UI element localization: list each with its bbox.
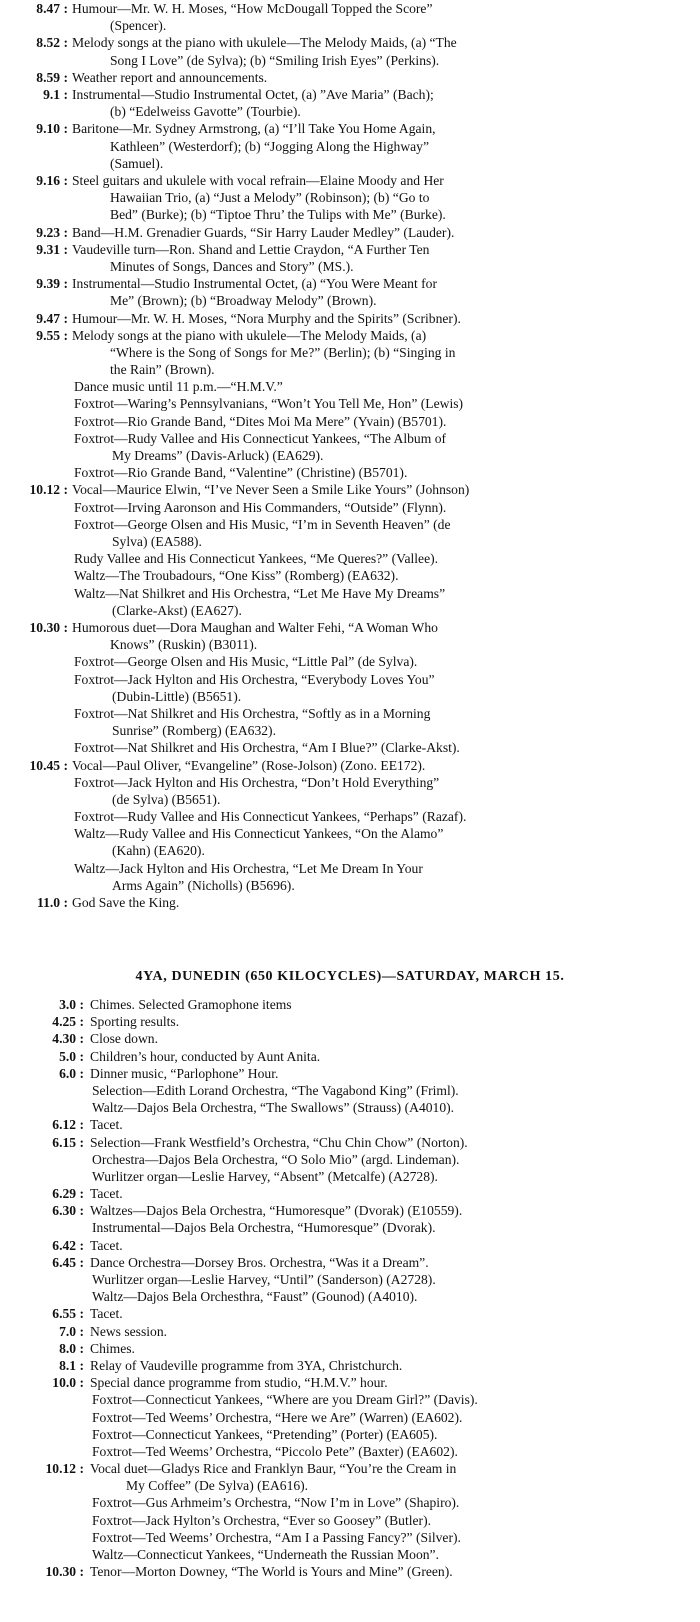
entry-subitem — [92, 1426, 437, 1443]
entry-text — [72, 224, 454, 241]
entry-line: Instrumental—Studio Instrumental Octet, (a) “You Were Meant for — [72, 276, 437, 292]
entry-line: Vaudeville turn—Ron. Shand and Lettie Craydon, “A Further Ten — [72, 241, 430, 257]
programme-entry — [0, 1030, 700, 1047]
entry-subitem — [92, 1099, 454, 1116]
entry-line: Waltz—Nat Shilkret and His Orchestra, “Let Me Have My Dreams” — [74, 585, 446, 601]
entry-text — [90, 1254, 429, 1271]
entry-text — [72, 757, 425, 774]
entry-line: Chimes. Selected Gramophone items — [90, 997, 292, 1012]
entry-line: God Save the King. — [72, 895, 180, 911]
programme-entry — [0, 774, 700, 808]
entry-line: Foxtrot—Jack Hylton’s Orchestra, “Ever so Goosey” (Butler). — [92, 1512, 432, 1528]
entry-subitem — [92, 1546, 439, 1563]
entry-time: 6.0 : — [59, 1065, 84, 1081]
entry-text — [90, 1323, 167, 1340]
programme-entry — [0, 1134, 700, 1151]
entry-line: Dance music until 11 p.m.—“H.M.V.” — [74, 379, 283, 395]
entry-line: Foxtrot—Nat Shilkret and His Orchestra, “Am I Blue?” (Clarke-Akst). — [74, 740, 460, 756]
entry-time: 3.0 : — [59, 997, 84, 1012]
entry-subitem — [92, 1168, 438, 1185]
entry-text — [72, 894, 179, 911]
programme-entry — [0, 1151, 700, 1168]
entry-line: Close down. — [90, 1031, 158, 1047]
entry-text — [72, 0, 433, 34]
entry-line: Foxtrot—Jack Hylton and His Orchestra, “Everybody Loves You” — [74, 671, 435, 687]
entry-line: Steel guitars and ukulele with vocal refrain—Elaine Moody and Her — [72, 172, 444, 188]
programme-entry — [0, 34, 700, 68]
programme-entry — [0, 1391, 700, 1408]
entry-line: Foxtrot—Ted Weems’ Orchestra, “Piccolo Pete” (Baxter) (EA602). — [92, 1443, 458, 1459]
programme-entry — [0, 894, 700, 911]
programme-entry — [0, 860, 700, 894]
entry-text — [90, 1048, 320, 1065]
entry-line: My Dreams” (Davis-Arluck) (EA629). — [112, 448, 324, 464]
programme-entry — [0, 69, 700, 86]
entry-text — [90, 996, 292, 1013]
programme-entry — [0, 1116, 700, 1133]
entry-subitem — [74, 395, 463, 412]
programme-entry — [0, 1185, 700, 1202]
entry-time: 10.30 : — [45, 1564, 84, 1580]
entry-line: Foxtrot—Ted Weems’ Orchestra, “Am I a Passing Fancy?” (Silver). — [92, 1529, 461, 1545]
entry-time: 6.55 : — [52, 1306, 84, 1322]
programme-entry — [0, 395, 700, 412]
entry-line: Vocal—Maurice Elwin, “I’ve Never Seen a Smile Like Yours” (Johnson) — [72, 482, 470, 498]
entry-time: 9.55 : — [36, 327, 68, 343]
entry-line: Selection—Frank Westfield’s Orchestra, “Chu Chin Chow” (Norton). — [90, 1134, 468, 1150]
entry-subitem — [74, 567, 398, 584]
entry-line: Foxtrot—Ted Weems’ Orchestra, “Here we Are” (Warren) (EA602). — [92, 1409, 463, 1425]
programme-entry — [0, 499, 700, 516]
programme-entry — [0, 705, 700, 739]
entry-line: Rudy Vallee and His Connecticut Yankees, “Me Queres?” (Vallee). — [74, 551, 439, 567]
entry-line: Bed” (Burke); (b) “Tiptoe Thru’ the Tulips with Me” (Burke). — [110, 207, 446, 223]
programme-entry — [0, 1529, 700, 1546]
entry-line: Foxtrot—Jack Hylton and His Orchestra, “Don’t Hold Everything” — [74, 774, 440, 790]
programme-entry — [0, 1546, 700, 1563]
entry-line: Dinner music, “Parlophone” Hour. — [90, 1065, 279, 1081]
entry-subitem — [74, 774, 439, 808]
entry-text — [72, 275, 437, 309]
entry-subitem — [92, 1151, 459, 1168]
programme-section-2 — [0, 996, 700, 1580]
entry-line: the Rain” (Brown). — [110, 362, 215, 378]
entry-text — [90, 1305, 123, 1322]
programme-entry — [0, 567, 700, 584]
entry-text — [90, 1185, 123, 1202]
entry-subitem — [92, 1391, 478, 1408]
entry-subitem — [74, 413, 446, 430]
entry-line: Waltz—Dajos Bela Orchestra, “The Swallows” (Strauss) (A4010). — [92, 1100, 455, 1116]
entry-line: Waltzes—Dajos Bela Orchestra, “Humoresque” (Dvorak) (E10559). — [90, 1203, 463, 1219]
programme-entry — [0, 1202, 700, 1219]
programme-entry — [0, 1305, 700, 1322]
entry-subitem — [74, 378, 283, 395]
entry-line: Humour—Mr. W. H. Moses, “Nora Murphy and the Spirits” (Scribner). — [72, 310, 461, 326]
entry-line: Selection—Edith Lorand Orchestra, “The Vagabond King” (Friml). — [92, 1082, 459, 1098]
programme-entry — [0, 172, 700, 224]
entry-time: 9.16 : — [36, 172, 68, 188]
entry-text — [90, 1030, 158, 1047]
entry-subitem — [74, 671, 435, 705]
entry-subitem — [92, 1529, 461, 1546]
entry-time: 7.0 : — [59, 1323, 84, 1339]
entry-line: Melody songs at the piano with ukulele—The Melody Maids, (a) — [72, 327, 427, 343]
programme-entry — [0, 0, 700, 34]
entry-subitem — [92, 1271, 436, 1288]
programme-entry — [0, 1099, 700, 1116]
programme-entry — [0, 996, 700, 1013]
entry-line: Foxtrot—Connecticut Yankees, “Pretending” (Porter) (EA605). — [92, 1426, 438, 1442]
entry-line: Tacet. — [90, 1186, 123, 1202]
programme-entry — [0, 808, 700, 825]
entry-subitem — [92, 1512, 431, 1529]
programme-entry — [0, 1168, 700, 1185]
entry-time: 9.31 : — [36, 241, 68, 257]
entry-line: Tacet. — [90, 1306, 123, 1322]
entry-time: 8.59 : — [36, 69, 68, 85]
entry-time: 9.1 : — [43, 86, 68, 102]
programme-entry — [0, 1512, 700, 1529]
programme-entry — [0, 327, 700, 379]
entry-text — [72, 120, 436, 172]
entry-line: Waltz—Rudy Vallee and His Connecticut Yankees, “On the Alamo” — [74, 826, 444, 842]
entry-subitem — [74, 430, 446, 464]
entry-time: 9.23 : — [36, 224, 68, 240]
entry-line: Humour—Mr. W. H. Moses, “How McDougall Topped the Score” — [72, 1, 433, 16]
entry-text — [72, 34, 457, 68]
entry-text — [72, 241, 429, 275]
entry-line: Tacet. — [90, 1117, 123, 1133]
entry-line: Knows” (Ruskin) (B3011). — [110, 637, 258, 653]
entry-line: Foxtrot—Gus Arhmeim’s Orchestra, “Now I’m in Love” (Shapiro). — [92, 1495, 460, 1511]
entry-line: Foxtrot—Rudy Vallee and His Connecticut Yankees, “Perhaps” (Razaf). — [74, 809, 467, 825]
entry-line: Chimes. — [90, 1340, 135, 1356]
entry-line: Children’s hour, conducted by Aunt Anita. — [90, 1048, 321, 1064]
programme-entry — [0, 1443, 700, 1460]
entry-subitem — [74, 860, 423, 894]
programme-entry — [0, 550, 700, 567]
entry-line: Humorous duet—Dora Maughan and Walter Fehi, “A Woman Who — [72, 619, 438, 635]
programme-entry — [0, 1409, 700, 1426]
entry-line: Foxtrot—Irving Aaronson and His Commanders, “Outside” (Flynn). — [74, 499, 447, 515]
entry-line: (Spencer). — [110, 18, 167, 34]
entry-line: Foxtrot—Rudy Vallee and His Connecticut Yankees, “The Album of — [74, 430, 447, 446]
entry-subitem — [74, 585, 445, 619]
programme-entry — [0, 585, 700, 619]
entry-line: Melody songs at the piano with ukulele—The Melody Maids, (a) “The — [72, 35, 457, 51]
entry-time: 10.45 : — [29, 757, 68, 773]
programme-entry — [0, 1288, 700, 1305]
entry-subitem — [92, 1288, 417, 1305]
entry-line: Hawaiian Trio, (a) “Just a Melody” (Robinson); (b) “Go to — [110, 190, 430, 206]
programme-entry — [0, 275, 700, 309]
entry-text — [72, 86, 434, 120]
entry-time: 6.42 : — [52, 1237, 84, 1253]
entry-time: 4.25 : — [52, 1014, 84, 1030]
programme-entry — [0, 1340, 700, 1357]
entry-subitem — [74, 825, 443, 859]
entry-line: Weather report and announcements. — [72, 69, 268, 85]
entry-line: (Kahn) (EA620). — [112, 843, 205, 859]
entry-subitem — [92, 1409, 462, 1426]
programme-entry — [0, 1494, 700, 1511]
entry-text — [72, 619, 438, 653]
entry-time: 8.1 : — [59, 1357, 84, 1373]
entry-text — [72, 481, 469, 498]
entry-time: 9.10 : — [36, 121, 68, 137]
entry-line: (b) “Edelweiss Gavotte” (Tourbie). — [110, 104, 301, 120]
entry-line: Tacet. — [90, 1237, 123, 1253]
entry-line: Waltz—The Troubadours, “One Kiss” (Romberg) (EA632). — [74, 568, 399, 584]
entry-line: Sporting results. — [90, 1014, 180, 1030]
programme-entry — [0, 310, 700, 327]
entry-subitem — [92, 1443, 458, 1460]
programme-entry — [0, 1237, 700, 1254]
entry-text — [90, 1374, 388, 1391]
entry-line: Orchestra—Dajos Bela Orchestra, “O Solo Mio” (argd. Lindeman). — [92, 1151, 460, 1167]
entry-time: 6.12 : — [52, 1117, 84, 1133]
entry-subitem — [74, 499, 446, 516]
entry-line: (Dubin-Little) (B5651). — [112, 688, 242, 704]
entry-time: 5.0 : — [59, 1048, 84, 1064]
entry-line: News session. — [90, 1323, 168, 1339]
programme-entry — [0, 1271, 700, 1288]
entry-time: 10.12 : — [29, 482, 68, 498]
entry-time: 8.52 : — [36, 35, 68, 51]
programme-entry — [0, 1563, 700, 1580]
entry-line: Sunrise” (Romberg) (EA632). — [112, 723, 276, 739]
programme-entry — [0, 464, 700, 481]
entry-text — [90, 1013, 179, 1030]
programme-entry — [0, 86, 700, 120]
entry-line: Foxtrot—Rio Grande Band, “Valentine” (Christine) (B5701). — [74, 465, 408, 481]
entry-text — [90, 1460, 456, 1494]
entry-text — [72, 310, 461, 327]
entry-line: Instrumental—Studio Instrumental Octet, (a) ”Ave Maria” (Bach); — [72, 86, 434, 102]
entry-subitem — [92, 1494, 459, 1511]
entry-time: 9.39 : — [36, 276, 68, 292]
entry-line: Waltz—Jack Hylton and His Orchestra, “Let Me Dream In Your — [74, 860, 423, 876]
entry-text — [90, 1116, 123, 1133]
entry-subitem — [92, 1219, 436, 1236]
entry-text — [90, 1563, 453, 1580]
entry-line: Minutes of Songs, Dances and Story” (MS.). — [110, 258, 354, 274]
entry-line: Sylva) (EA588). — [112, 534, 202, 550]
entry-line: Foxtrot—Nat Shilkret and His Orchestra, “Softly as in a Morning — [74, 705, 431, 721]
entry-time: 11.0 : — [37, 895, 68, 911]
entry-time: 4.30 : — [52, 1031, 84, 1047]
programme-entry — [0, 653, 700, 670]
programme-entry — [0, 1460, 700, 1494]
entry-line: Baritone—Mr. Sydney Armstrong, (a) “I’ll Take You Home Again, — [72, 121, 436, 137]
programme-entry — [0, 224, 700, 241]
programme-entry — [0, 516, 700, 550]
entry-text — [72, 327, 455, 379]
entry-text — [90, 1134, 468, 1151]
programme-entry — [0, 1254, 700, 1271]
entry-text — [72, 172, 446, 224]
entry-line: Foxtrot—Waring’s Pennsylvanians, “Won’t You Tell Me, Hon” (Lewis) — [74, 396, 464, 412]
entry-time: 10.12 : — [45, 1461, 84, 1477]
entry-time: 6.15 : — [52, 1134, 84, 1150]
entry-line: Kathleen” (Westerdorf); (b) “Jogging Along the Highway” — [110, 138, 430, 154]
programme-entry — [0, 120, 700, 172]
programme-entry — [0, 1426, 700, 1443]
programme-entry — [0, 739, 700, 756]
programme-entry — [0, 481, 700, 498]
programme-entry — [0, 413, 700, 430]
entry-line: Waltz—Connecticut Yankees, “Underneath the Russian Moon”. — [92, 1547, 439, 1563]
entry-text — [90, 1065, 278, 1082]
entry-text — [90, 1357, 402, 1374]
entry-subitem — [74, 464, 407, 481]
entry-subitem — [74, 550, 438, 567]
entry-time: 8.0 : — [59, 1340, 84, 1356]
entry-time: 6.30 : — [52, 1203, 84, 1219]
entry-line: Special dance programme from studio, “H.M.V.” hour. — [90, 1375, 388, 1391]
entry-text — [72, 69, 267, 86]
entry-subitem — [92, 1082, 459, 1099]
programme-entry — [0, 1374, 700, 1391]
programme-entry — [0, 757, 700, 774]
programme-entry — [0, 1219, 700, 1236]
entry-line: (Samuel). — [110, 155, 164, 171]
entry-time: 8.47 : — [36, 1, 68, 16]
programme-entry — [0, 1323, 700, 1340]
entry-line: Foxtrot—Connecticut Yankees, “Where are you Dream Girl?” (Davis). — [92, 1392, 478, 1408]
entry-line: Waltz—Dajos Bela Orchesthra, “Faust” (Gounod) (A4010). — [92, 1289, 418, 1305]
entry-line: (Clarke-Akst) (EA627). — [112, 602, 242, 618]
entry-text — [90, 1237, 123, 1254]
entry-line: Dance Orchestra—Dorsey Bros. Orchestra, “Was it a Dream”. — [90, 1254, 429, 1270]
entry-line: Instrumental—Dajos Bela Orchestra, “Humoresque” (Dvorak). — [92, 1220, 436, 1236]
entry-line: Foxtrot—George Olsen and His Music, “Little Pal” (de Sylva). — [74, 654, 418, 670]
entry-subitem — [74, 516, 451, 550]
programme-entry — [0, 1065, 700, 1082]
entry-line: Foxtrot—George Olsen and His Music, “I’m in Seventh Heaven” (de — [74, 516, 451, 532]
programme-entry — [0, 430, 700, 464]
entry-line: Arms Again” (Nicholls) (B5696). — [112, 877, 295, 893]
entry-line: Wurlitzer organ—Leslie Harvey, “Absent” (Metcalfe) (A2728). — [92, 1168, 438, 1184]
entry-line: Song I Love” (de Sylva); (b) “Smiling Irish Eyes” (Perkins). — [110, 52, 440, 68]
programme-entry — [0, 619, 700, 653]
programme-entry — [0, 1048, 700, 1065]
entry-line: Foxtrot—Rio Grande Band, “Dites Moi Ma Mere” (Yvain) (B5701). — [74, 413, 447, 429]
programme-entry — [0, 378, 700, 395]
entry-line: Me” (Brown); (b) “Broadway Melody” (Brown). — [110, 293, 377, 309]
station-heading: 4YA, DUNEDIN (650 KILOCYCLES)—SATURDAY, MARCH 15. — [135, 969, 565, 984]
entry-line: Vocal—Paul Oliver, “Evangeline” (Rose-Jolson) (Zono. EE172). — [72, 757, 426, 773]
entry-text — [90, 1340, 135, 1357]
entry-time: 10.0 : — [52, 1375, 84, 1391]
entry-time: 6.29 : — [52, 1186, 84, 1202]
entry-line: Tenor—Morton Downey, “The World is Yours and Mine” (Green). — [90, 1564, 453, 1580]
entry-text — [90, 1202, 462, 1219]
entry-subitem — [74, 808, 466, 825]
entry-line: (de Sylva) (B5651). — [112, 791, 221, 807]
entry-subitem — [74, 705, 430, 739]
programme-entry — [0, 1013, 700, 1030]
entry-subitem — [74, 653, 417, 670]
entry-time: 10.30 : — [29, 619, 68, 635]
programme-entry — [0, 1357, 700, 1374]
entry-line: Wurlitzer organ—Leslie Harvey, “Until” (Sanderson) (A2728). — [92, 1272, 436, 1287]
entry-subitem — [74, 739, 460, 756]
entry-line: My Coffee” (De Sylva) (EA616). — [126, 1478, 309, 1494]
programme-entry — [0, 671, 700, 705]
programme-entry — [0, 825, 700, 859]
entry-line: Vocal duet—Gladys Rice and Franklyn Baur, “You’re the Cream in — [90, 1461, 457, 1477]
entry-line: “Where is the Song of Songs for Me?” (Berlin); (b) “Singing in — [110, 344, 456, 360]
entry-time: 6.45 : — [52, 1254, 84, 1270]
programme-entry — [0, 241, 700, 275]
entry-line: Band—H.M. Grenadier Guards, “Sir Harry Lauder Medley” (Lauder). — [72, 224, 455, 240]
entry-time: 9.47 : — [36, 310, 68, 326]
programme-entry — [0, 1082, 700, 1099]
entry-line: Relay of Vaudeville programme from 3YA, Christchurch. — [90, 1357, 403, 1373]
